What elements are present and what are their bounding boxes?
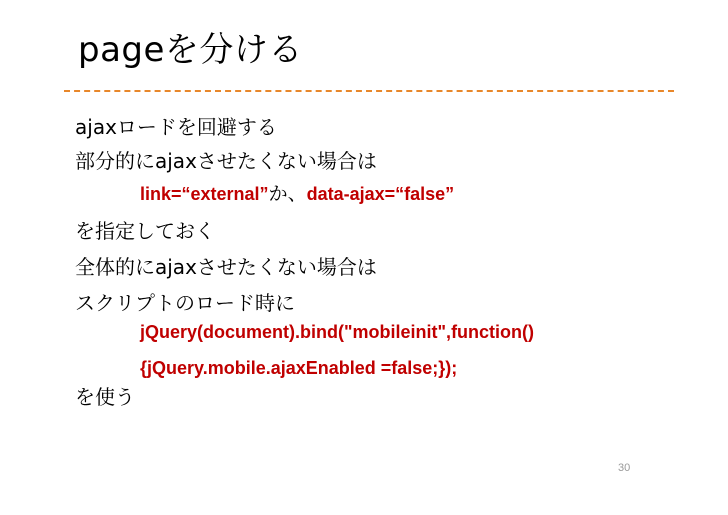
title-divider — [64, 90, 674, 92]
code-line-data-ajax — [140, 182, 454, 206]
bullet-use: を使う — [75, 385, 135, 409]
bullet-global-no-ajax: 全体的にajaxさせたくない場合は — [75, 255, 377, 279]
code-line-ajax-enabled: {jQuery.mobile.ajaxEnabled =false;}); — [140, 358, 458, 378]
bullet-partial-no-ajax: 部分的にajaxさせたくない場合は — [75, 149, 377, 173]
code-line-mobileinit: jQuery(document).bind("mobileinit",function() — [140, 322, 535, 342]
slide-title: pageを分ける — [78, 30, 303, 70]
code-link-external: link=“external” — [140, 184, 269, 204]
page-number: 30 — [618, 462, 631, 474]
bullet-on-script-load: スクリプトのロード時に — [75, 291, 295, 315]
code-data-ajax-false: data-ajax=“false” — [306, 184, 455, 204]
bullet-specify: を指定しておく — [75, 219, 215, 243]
code-connector: か、 — [268, 183, 307, 205]
bullet-avoid-ajax-load: ajaxロードを回避する — [75, 115, 277, 139]
